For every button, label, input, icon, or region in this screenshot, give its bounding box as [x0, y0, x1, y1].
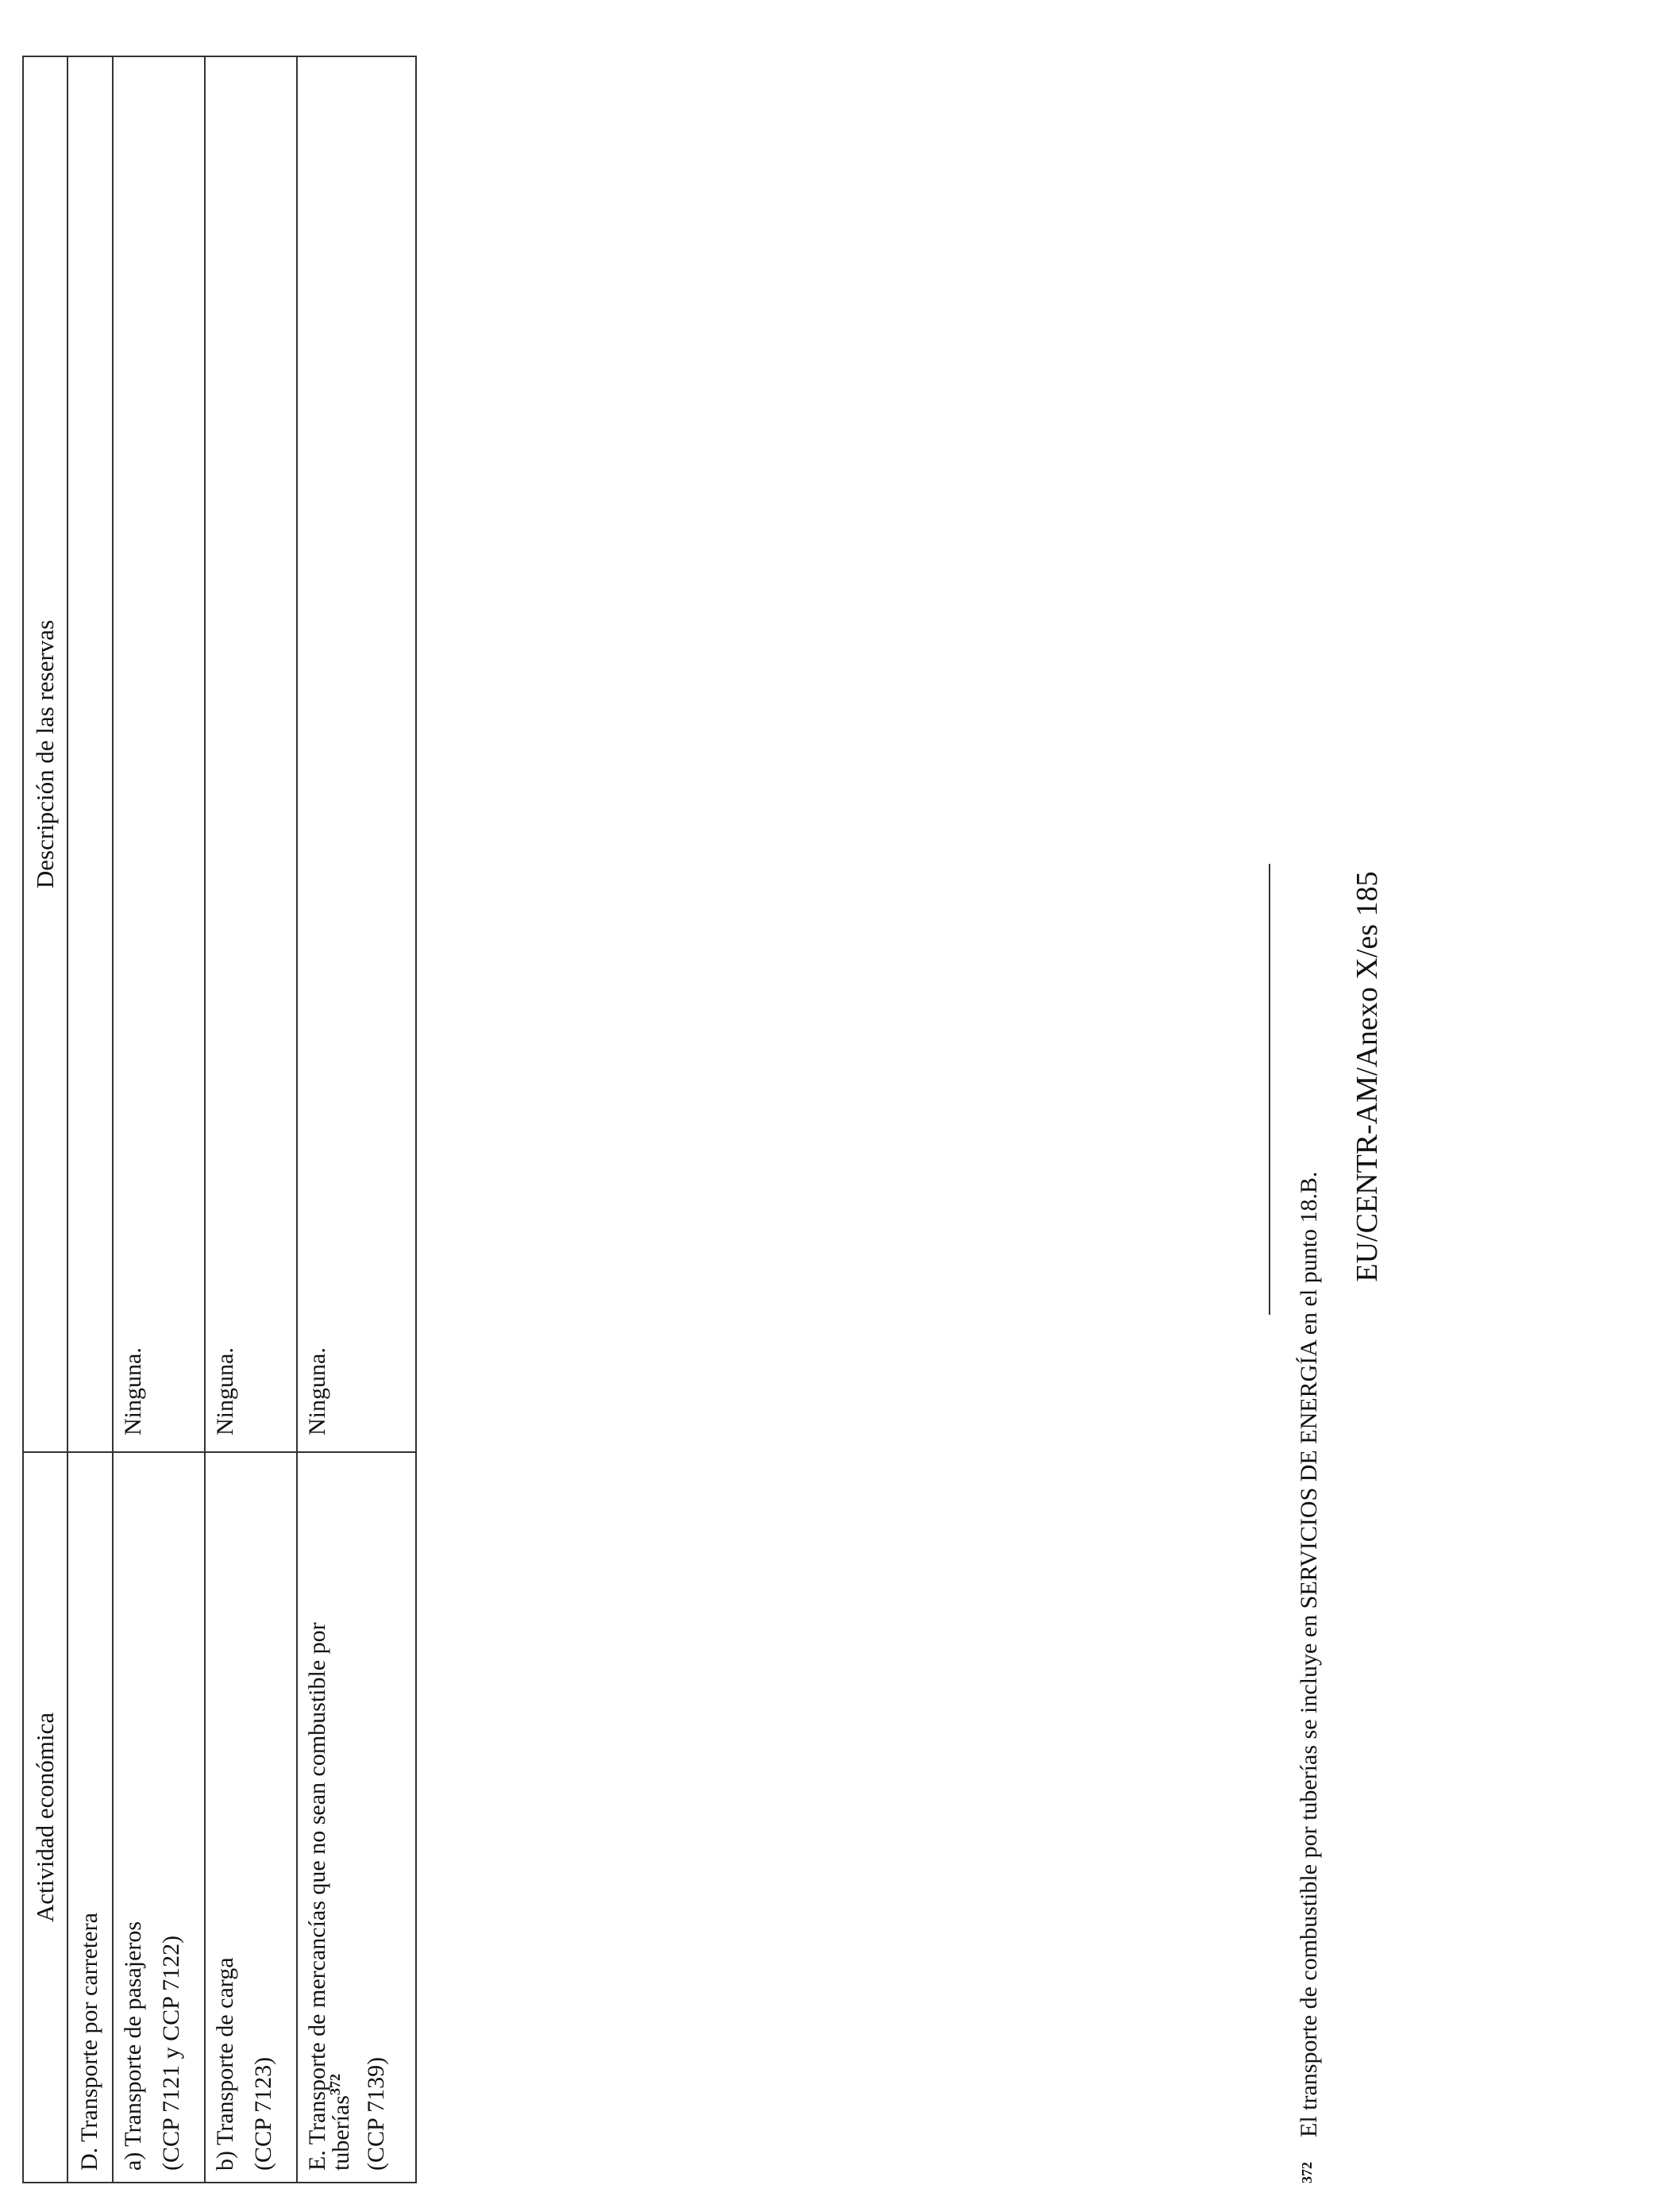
description-text: Ninguna.: [303, 1347, 330, 1435]
section-empty-cell: [67, 56, 113, 1452]
activity-cell: [113, 1452, 205, 2183]
activity-ccp-code: (CCP 7139): [362, 2056, 389, 2171]
footnote: [1296, 675, 1323, 2183]
description-text: Ninguna.: [211, 1347, 238, 1435]
description-text: Ninguna.: [119, 1347, 146, 1435]
activity-cell: [205, 1452, 297, 2183]
activity-ccp-code: (CCP 7121 y CCP 7122): [158, 1935, 184, 2171]
activity-name: E. Transporte de mercancías que no sean combustible por: [303, 1622, 330, 2171]
table-row: [297, 56, 416, 2183]
activity-name-continued: tuberías: [328, 2095, 354, 2171]
footnote-reference[interactable]: 372: [327, 2074, 343, 2096]
footnote-separator: [1269, 864, 1270, 1315]
activity-name: a) Transporte de pasajeros: [119, 1921, 146, 2171]
reservations-table: [22, 56, 417, 2183]
footnote-text: El transporte de combustible por tuberías se incluye en SERVICIOS DE ENERGÍA en el punto 18.B.: [1296, 1171, 1322, 2137]
activity-ccp-code: (CCP 7123): [250, 2056, 276, 2171]
activity-name: b) Transporte de carga: [211, 1957, 238, 2171]
table-header-row: [23, 56, 67, 2183]
section-title: D. Transporte por carretera: [67, 1452, 113, 2183]
footnote-number: 372: [1299, 2162, 1315, 2183]
section-row: [67, 56, 113, 2183]
header-descripcion-reservas: Descripción de las reservas: [23, 56, 67, 1452]
table-row: [205, 56, 297, 2183]
header-actividad-economica: Actividad económica: [23, 1452, 67, 2183]
page-identifier: EU/CENTR-AM/Anexo X/es 185: [1351, 871, 1384, 1282]
activity-cell: [297, 1452, 416, 2183]
description-cell: [113, 56, 205, 1452]
table-row: [113, 56, 205, 2183]
description-cell: [205, 56, 297, 1452]
description-cell: [297, 56, 416, 1452]
